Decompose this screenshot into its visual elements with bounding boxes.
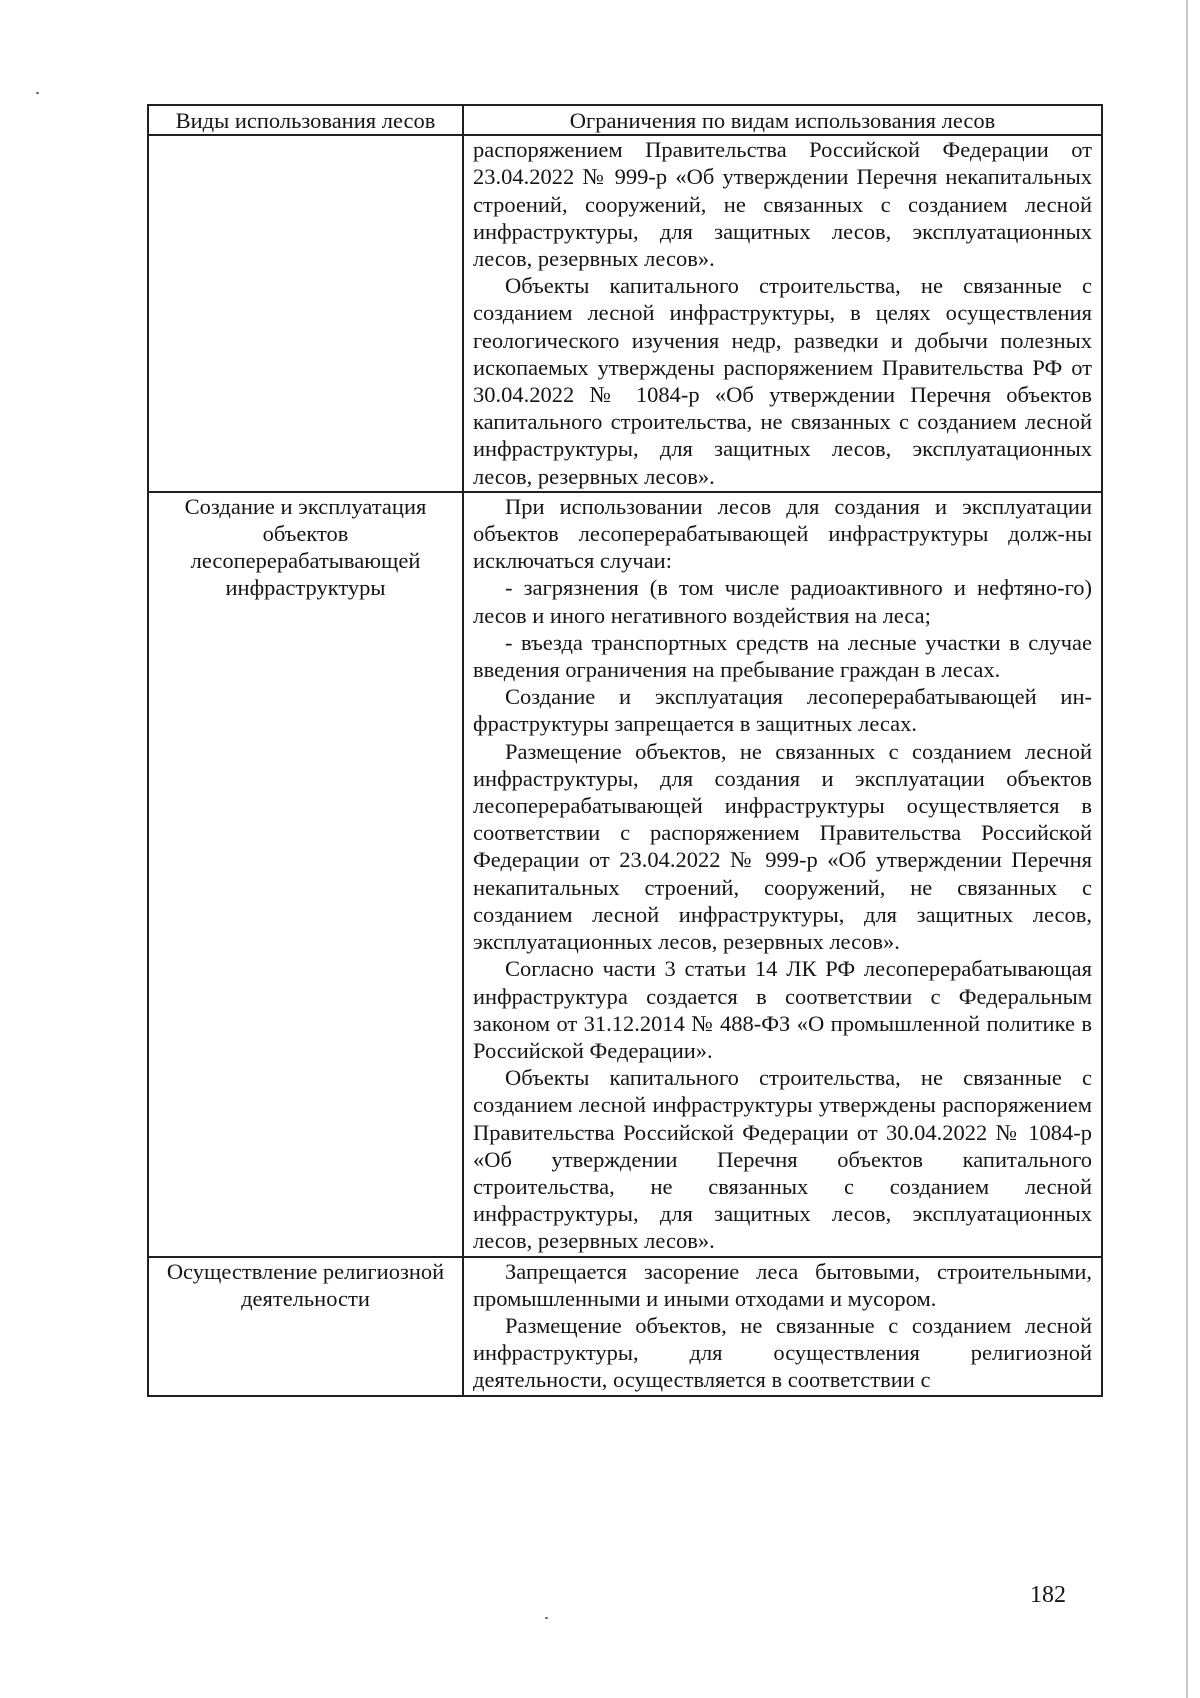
restriction-paragraph: Согласно части 3 статьи 14 ЛК РФ лесоперерабатывающая инфраструктура создается в соответствии с Федеральным законом от 31.12.2014 № 488-ФЗ «О промышленной политике в Российской Федерации». [473, 956, 1092, 1063]
restriction-paragraph: - загрязнения (в том числе радиоактивного и нефтяно-го) лесов и иного негативного воздействия на леса; [473, 575, 1092, 628]
table-header-row [148, 105, 1102, 135]
restriction-paragraph: Создание и эксплуатация лесоперерабатывающей ин-фраструктуры запрещается в защитных лесах. [473, 684, 1092, 737]
scan-speck [545, 1617, 548, 1619]
restrictions-cell [463, 492, 1102, 1257]
scan-speck [36, 92, 39, 94]
restriction-paragraph: Размещение объектов, не связанных с созданием лесной инфраструктуры, для создания и эксплуатации объектов лесоперерабатывающей инфраструктуры осуществляется в соответствии с распоряжением Правительства Российской Федерации от 23.04.2022 № 999-р «Об утверждении Перечня некапитальных строений, сооружений, не связанных с созданием лесной инфраструктуры, для защитных лесов, эксплуатационных лесов, резервных лесов». [473, 738, 1092, 955]
forest-use-type-cell: Создание и эксплуатация объектов лесоперерабатывающей инфраструктуры [148, 492, 463, 1257]
table-row [148, 135, 1102, 492]
restriction-paragraph: распоряжением Правительства Российской Федерации от 23.04.2022 № 999-р «Об утверждении Перечня некапитальных строений, сооружений, не связанных с созданием лесной инфраструктуры, для защитных лесов, эксплуатационных лесов, резервных лесов». [473, 137, 1092, 272]
header-use-restrictions: Ограничения по видам использования лесов [463, 105, 1102, 135]
page-number: 182 [1030, 1582, 1066, 1608]
table-row [148, 1257, 1102, 1396]
restriction-paragraph: - въезда транспортных средств на лесные участки в случае введения ограничения на пребывание граждан в лесах. [473, 629, 1092, 683]
header-forest-use-types: Виды использования лесов [148, 105, 463, 135]
restrictions-cell [463, 135, 1102, 492]
restriction-paragraph: Объекты капитального строительства, не связанные с созданием лесной инфраструктуры утверждены распоряжением Правительства Российской Федерации от 30.04.2022 № 1084-р «Об утверждении Перечня объектов капитального строительства, не связанных с созданием лесной инфраструктуры, для защитных лесов, эксплуатационных лесов, резервных лесов». [473, 1065, 1092, 1254]
restriction-paragraph: Запрещается засорение леса бытовыми, строительными, промышленными и иными отходами и мусором. [473, 1258, 1092, 1311]
forest-use-type-cell: Осуществление религиозной деятельности [148, 1257, 463, 1396]
scan-edge-line [1186, 0, 1188, 1698]
restriction-paragraph: Объекты капитального строительства, не связанные с созданием лесной инфраструктуры, в целях осуществления геологического изучения недр, разведки и добычи полезных ископаемых утверждены распоряжением Правительства РФ от 30.04.2022 № 1084-р «Об утверждении Перечня объектов капитального строительства, не связанных с созданием лесной инфраструктуры, для защитных лесов, эксплуатационных лесов, резервных лесов». [473, 273, 1092, 489]
table-row [148, 492, 1102, 1257]
forest-use-type-cell [148, 135, 463, 492]
forest-use-restrictions-table [147, 104, 1103, 1397]
restriction-paragraph: Размещение объектов, не связанные с созданием лесной инфраструктуры, для осуществления религиозной деятельности, осуществляется в соответствии с [473, 1312, 1092, 1393]
restriction-paragraph: При использовании лесов для создания и эксплуатации объектов лесоперерабатывающей инфраструктуры долж-ны исключаться случаи: [473, 493, 1092, 574]
restrictions-cell [463, 1257, 1102, 1396]
